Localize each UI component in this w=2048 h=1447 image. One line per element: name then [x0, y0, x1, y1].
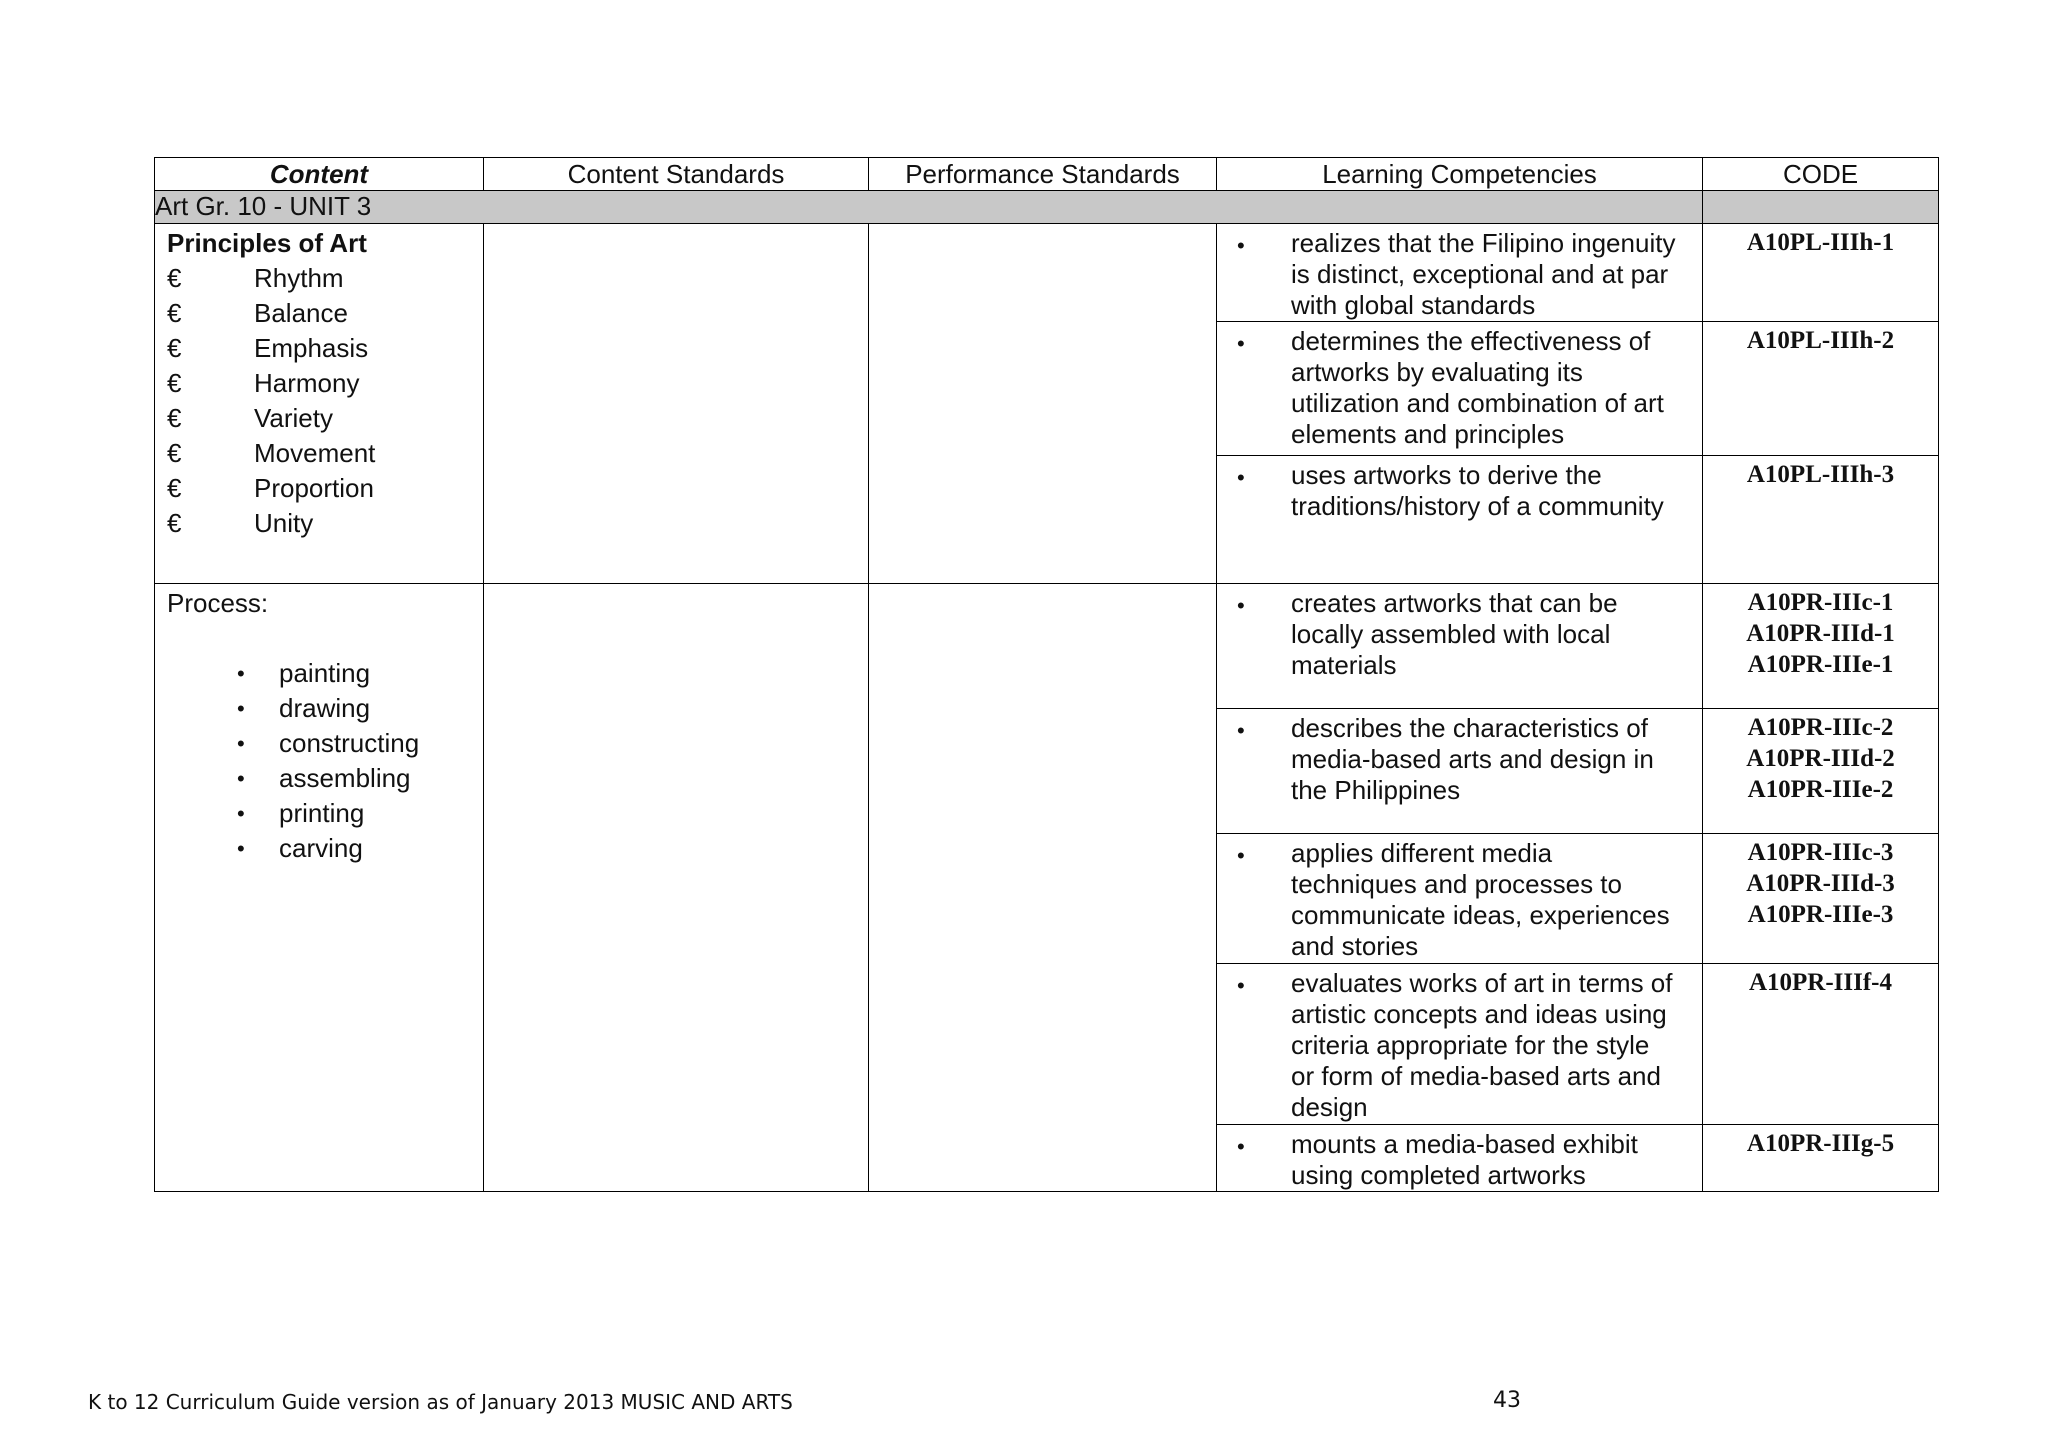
principles-title: Principles of Art	[167, 228, 367, 258]
bullet-icon: •	[1237, 718, 1245, 743]
list-item	[237, 831, 473, 866]
list-item	[237, 656, 473, 691]
list-item	[167, 366, 473, 401]
code-cell	[1703, 1125, 1939, 1192]
header-content: Content	[155, 158, 484, 191]
list-item	[237, 761, 473, 796]
list-item	[237, 796, 473, 831]
competency-row	[155, 584, 1939, 709]
competency-text: realizes that the Filipino ingenuity is distinct, exceptional and at par with global standards	[1291, 228, 1676, 320]
header-learning-competencies: Learning Competencies	[1217, 158, 1703, 191]
principles-content-standards-cell	[484, 224, 869, 584]
process-performance-standards-cell	[869, 584, 1217, 1192]
principle-label: Unity	[254, 508, 314, 538]
list-item	[237, 726, 473, 761]
principle-label: Harmony	[254, 368, 360, 398]
unit-label: Art Gr. 10 - UNIT 3	[155, 191, 1703, 224]
process-list	[167, 656, 473, 866]
competency-code: A10PL-IIIh-1	[1746, 229, 1895, 256]
competency-code: A10PR-IIIf-4	[1748, 969, 1893, 996]
list-item	[167, 506, 473, 541]
competency-text: mounts a media-based exhibit using completed artworks	[1291, 1129, 1638, 1190]
bullet-icon: •	[237, 696, 245, 721]
competency-code: A10PL-IIIh-3	[1746, 461, 1895, 488]
process-label: assembling	[279, 763, 411, 793]
competency-code: A10PR-IIIc-1	[1747, 589, 1894, 616]
code-cell	[1703, 224, 1939, 322]
principles-performance-standards-cell	[869, 224, 1217, 584]
process-label: carving	[279, 833, 363, 863]
competency-cell	[1217, 322, 1703, 456]
principles-content-cell	[155, 224, 484, 584]
bullet-icon: •	[1237, 593, 1245, 618]
bullet-icon: •	[237, 766, 245, 791]
list-item	[167, 296, 473, 331]
bullet-icon: •	[237, 801, 245, 826]
unit-row	[155, 191, 1939, 224]
competency-cell	[1217, 709, 1703, 834]
principle-label: Proportion	[254, 473, 374, 503]
competency-text: applies different media techniques and processes to communicate ideas, experiences and stories	[1291, 838, 1670, 961]
bullet-icon: •	[237, 836, 245, 861]
unit-code-cell	[1703, 191, 1939, 224]
competency-text: determines the effectiveness of artworks by evaluating its utilization and combination of art elements and principles	[1291, 326, 1664, 449]
list-item	[167, 471, 473, 506]
competency-row	[155, 224, 1939, 322]
competency-code: A10PR-IIIe-3	[1747, 901, 1894, 928]
process-label: drawing	[279, 693, 371, 723]
footer-guide-text: K to 12 Curriculum Guide version as of January 2013 MUSIC AND ARTS	[88, 1390, 793, 1414]
header-content-standards: Content Standards	[484, 158, 869, 191]
bullet-icon: •	[237, 731, 245, 756]
bullet-icon: •	[1237, 843, 1245, 868]
competency-text: evaluates works of art in terms of artistic concepts and ideas using criteria appropriate for the style or form of media-based arts and design	[1291, 968, 1673, 1122]
competency-text: creates artworks that can be locally assembled with local materials	[1291, 588, 1618, 680]
bullet-icon: •	[1237, 1134, 1245, 1159]
principle-label: Rhythm	[254, 263, 344, 293]
list-item	[167, 436, 473, 471]
list-item	[167, 401, 473, 436]
process-title: Process:	[167, 588, 269, 618]
competency-cell	[1217, 224, 1703, 322]
code-cell	[1703, 456, 1939, 584]
process-content-cell	[155, 584, 484, 1192]
list-item	[237, 691, 473, 726]
competency-code: A10PR-IIIe-2	[1747, 776, 1894, 803]
bullet-icon: •	[1237, 233, 1245, 258]
curriculum-table	[154, 157, 1939, 1192]
euro-bullet-icon: €	[167, 403, 182, 433]
list-item	[167, 331, 473, 366]
header-code: CODE	[1703, 158, 1939, 191]
code-cell	[1703, 322, 1939, 456]
bullet-icon: •	[1237, 465, 1245, 490]
code-cell	[1703, 834, 1939, 964]
page-number: 43	[1493, 1388, 1521, 1413]
competency-code: A10PR-IIId-3	[1746, 870, 1895, 897]
principle-label: Variety	[254, 403, 333, 433]
euro-bullet-icon: €	[167, 508, 182, 538]
competency-cell	[1217, 964, 1703, 1125]
euro-bullet-icon: €	[167, 263, 182, 293]
header-row	[155, 158, 1939, 191]
code-cell	[1703, 964, 1939, 1125]
competency-cell	[1217, 584, 1703, 709]
competency-code: A10PR-IIIg-5	[1746, 1130, 1895, 1157]
competency-cell	[1217, 1125, 1703, 1192]
euro-bullet-icon: €	[167, 333, 182, 363]
process-label: painting	[279, 658, 371, 688]
principle-label: Balance	[254, 298, 348, 328]
bullet-icon: •	[1237, 973, 1245, 998]
principle-label: Emphasis	[254, 333, 369, 363]
principles-list	[167, 261, 473, 541]
competency-text: uses artworks to derive the traditions/history of a community	[1291, 460, 1664, 521]
competency-code: A10PR-IIId-2	[1746, 745, 1895, 772]
competency-code: A10PR-IIIc-3	[1747, 839, 1894, 866]
competency-cell	[1217, 456, 1703, 584]
euro-bullet-icon: €	[167, 473, 182, 503]
competency-cell	[1217, 834, 1703, 964]
bullet-icon: •	[237, 661, 245, 686]
code-cell	[1703, 584, 1939, 709]
process-content-standards-cell	[484, 584, 869, 1192]
euro-bullet-icon: €	[167, 438, 182, 468]
competency-code: A10PR-IIId-1	[1746, 620, 1895, 647]
competency-code: A10PL-IIIh-2	[1746, 327, 1895, 354]
header-performance-standards: Performance Standards	[869, 158, 1217, 191]
competency-code: A10PR-IIIe-1	[1747, 651, 1894, 678]
list-item	[167, 261, 473, 296]
process-label: printing	[279, 798, 365, 828]
competency-text: describes the characteristics of media-based arts and design in the Philippines	[1291, 713, 1654, 805]
principle-label: Movement	[254, 438, 376, 468]
competency-code: A10PR-IIIc-2	[1747, 714, 1894, 741]
euro-bullet-icon: €	[167, 368, 182, 398]
code-cell	[1703, 709, 1939, 834]
euro-bullet-icon: €	[167, 298, 182, 328]
bullet-icon: •	[1237, 331, 1245, 356]
process-label: constructing	[279, 728, 420, 758]
